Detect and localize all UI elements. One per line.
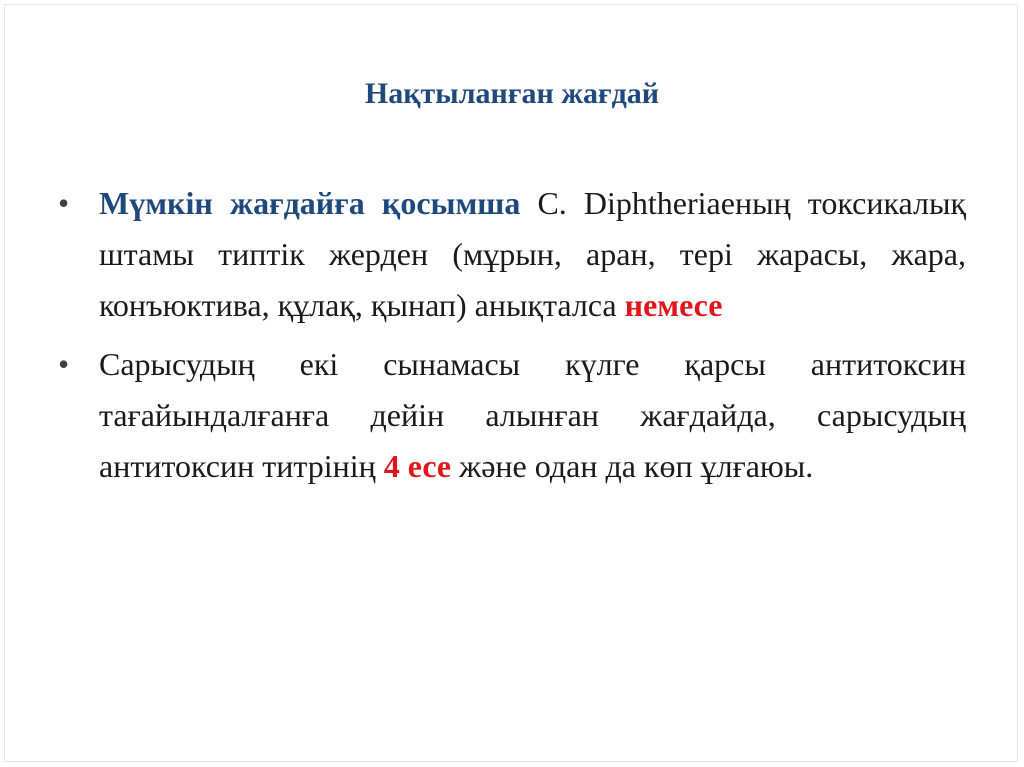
bullet-body-text: C. Diphtheriaеның токсикалық штамы типтік жерден (мұрын, аран, тері жарасы, жара, конъюктива, құлақ, қынап) анықталса bbox=[99, 185, 967, 323]
bullet-marker: • bbox=[58, 346, 70, 382]
bullet-body-text-before: Сарысудың екі сынамасы күлге қарсы антитоксин тағайындалғанға дейін алынған жағдайда, сарысудың антитоксин титрінің bbox=[99, 346, 966, 484]
bullet-body-text-after: және одан да көп ұлғаюы. bbox=[451, 448, 814, 484]
bullet-item-serum-titer bbox=[58, 339, 966, 492]
bullet-emphasis-fold-increase: 4 есе bbox=[383, 448, 452, 484]
bullet-emphasis-or: немесе bbox=[624, 287, 723, 323]
bullet-list bbox=[58, 178, 966, 500]
bullet-lead-bold: Мүмкін жағдайға қосымша bbox=[99, 185, 521, 221]
bullet-item-confirmed-case bbox=[58, 178, 966, 331]
slide-title: Нақтыланған жағдай bbox=[364, 77, 660, 110]
bullet-marker: • bbox=[58, 185, 70, 221]
